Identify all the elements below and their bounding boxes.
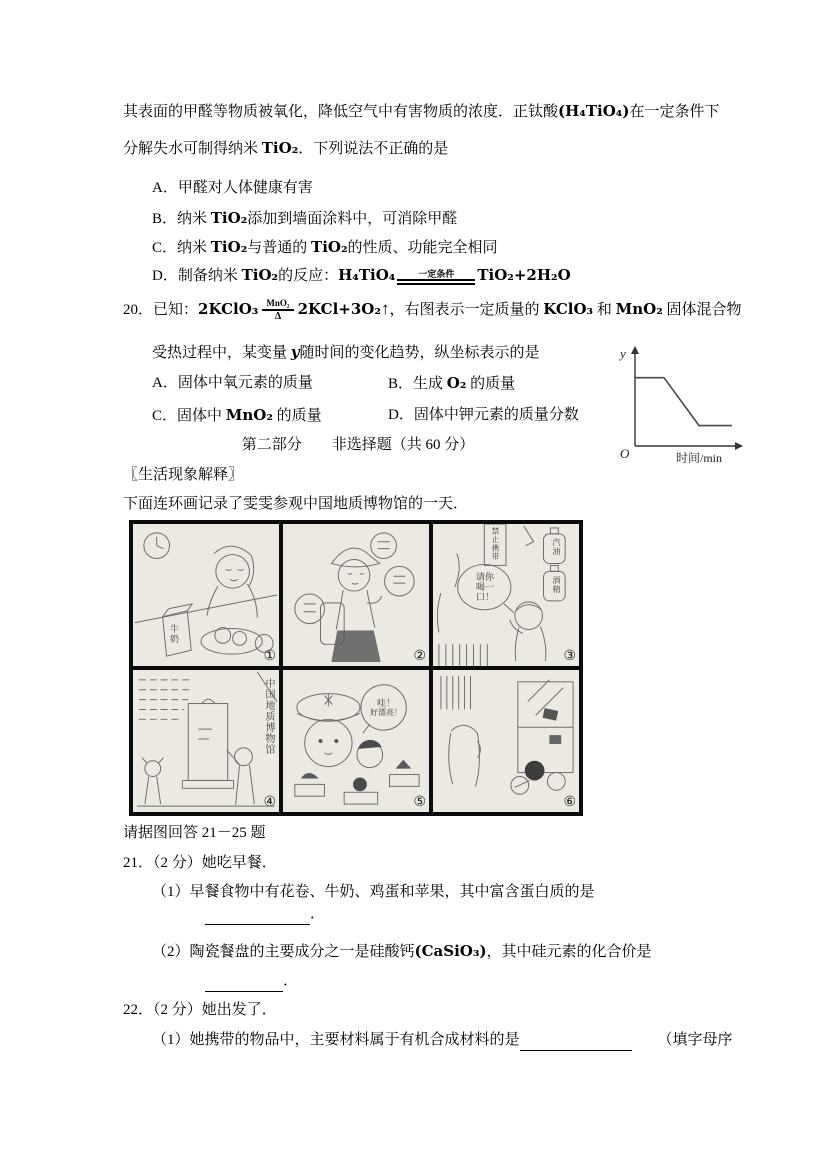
formula-o2: O₂ (446, 374, 467, 392)
q21-part2 (152, 940, 652, 963)
q20-number: 20．已知： (123, 302, 199, 318)
alcohol-bottle-label: 酒精 (552, 576, 561, 594)
answer-instruction (123, 822, 266, 844)
bubble-line: 喝一 (475, 582, 494, 592)
q21-part1-text: （1）早餐食物中有花卷、牛奶、鸡蛋和苹果，其中富含蛋白质的是 (152, 884, 595, 900)
comic-intro-line (123, 493, 468, 515)
q20-option-c (152, 404, 322, 427)
q19-option-c-pre: C．纳米 (152, 240, 211, 256)
section-two-title (118, 434, 598, 456)
beautiful-bubble (363, 698, 409, 718)
q20-option-d-text: D．固体中钾元素的质量分数 (388, 407, 579, 423)
q20-option-c-pre: C．固体中 (152, 408, 226, 424)
q19-option-c-post: 的性质、功能完全相同 (347, 240, 498, 256)
q21-head (123, 852, 277, 874)
q22-part1-pre: （1）她携带的物品中，主要材料属于有机合成材料的是 (152, 1032, 520, 1048)
q19-option-d-colon: 的反应： (278, 268, 339, 284)
section-two-text: 第二部分 非选择题（共 60 分） (241, 437, 475, 453)
q21-part2-pre: （2）陶瓷餐盘的主要成分之一是硅酸钙 (152, 944, 415, 960)
bubble-line: 好漂亮！ (370, 708, 402, 717)
formula-h4tio4: (H₄TiO₄) (558, 102, 630, 120)
panel-number-5: ⑤ (413, 795, 426, 810)
q20-line2 (152, 341, 540, 364)
formula-mno2: MnO₂ (615, 300, 663, 318)
period: ． (310, 906, 326, 922)
comic-panel-3 (431, 522, 581, 668)
formula-tio2: TiO₂ (241, 266, 279, 284)
q20-head-mid: ，右图表示一定质量的 (389, 302, 544, 318)
q19-option-a (152, 177, 313, 199)
comic-intro-text: 下面连环画记录了雯雯参观中国地质博物馆的一天． (123, 496, 469, 512)
q22-head (123, 999, 277, 1021)
q19-option-b-pre: B．纳米 (152, 211, 211, 227)
bubble-line: 口！ (475, 592, 494, 602)
comic-panel-4 (131, 668, 281, 814)
q22-part1-post: （填字母序 (657, 1032, 733, 1048)
formula-tio2: TiO₂ (261, 139, 299, 157)
q19-line2-tail: ．下列说法不正确的是 (298, 141, 449, 157)
q20-option-b-pre: B．生成 (388, 376, 447, 392)
q19-option-d-pre: D．制备纳米 (152, 268, 242, 284)
comic-strip (129, 520, 583, 816)
panel-number-1: ① (263, 649, 276, 664)
q20-graph (608, 338, 753, 468)
drink-offer-bubble (462, 572, 508, 602)
formula-h4tio4: H₄TiO₄ (338, 266, 396, 284)
bubble-line: 哇！ (376, 698, 395, 708)
q19-option-d (152, 264, 571, 287)
gasoline-bottle-label: 汽油 (552, 538, 561, 556)
topic-bracket-header (123, 464, 243, 486)
formula-tio2: TiO₂ (210, 238, 248, 256)
q21-part2-answer-line (205, 970, 298, 992)
q19-line2 (123, 137, 448, 160)
x-axis-label: 时间/min (676, 451, 723, 465)
q20-option-a (152, 372, 313, 394)
condition-label: 一定条件 (418, 268, 455, 279)
answer-blank (205, 976, 283, 992)
q19-line1-tail: 在一定条件下 (629, 104, 720, 120)
answer-instruction-text: 请据图回答 21－25 题 (123, 825, 266, 841)
q20-option-c-post: 的质量 (272, 408, 322, 424)
q20-option-b (388, 372, 515, 395)
panel-number-2: ② (413, 649, 426, 664)
q21-part1 (152, 881, 595, 903)
q20-line2-pre: 受热过程中，某变量 (152, 345, 291, 361)
chart-line (635, 378, 732, 426)
q21-head-text: 21．（2 分）她吃早餐． (123, 855, 277, 871)
variable-y: y (290, 343, 300, 361)
formula-products: TiO₂+2H₂O (477, 266, 571, 284)
formula-casio3: (CaSiO₃) (414, 942, 487, 960)
q20-line2-post: 随时间的变化趋势，纵坐标表示的是 (299, 345, 540, 361)
q19-line2-text: 分解失水可制得纳米 (123, 141, 262, 157)
q20-head-and: 和 (593, 302, 616, 318)
q22-part1 (152, 1029, 733, 1051)
q20-head (123, 298, 742, 322)
line-chart (608, 338, 753, 468)
catalyst-condition-sign (262, 299, 293, 322)
double-line (397, 279, 475, 285)
q19-option-c-mid: 与普通的 (247, 240, 312, 256)
q19-option-a-text: A．甲醛对人体健康有害 (152, 180, 313, 196)
comic-panel-6 (431, 668, 581, 814)
formula-2kclo3: 2KClO₃ (198, 300, 259, 318)
y-axis-label: y (620, 346, 626, 361)
q20-option-a-text: A．固体中氧元素的质量 (152, 375, 313, 391)
delta-label: Δ (274, 311, 282, 323)
answer-blank (205, 909, 310, 925)
panel-number-3: ③ (563, 649, 576, 664)
x-axis-arrow (735, 442, 743, 450)
panel-number-6: ⑥ (563, 795, 576, 810)
q21-part2-post: ，其中硅元素的化合价是 (486, 944, 652, 960)
formula-kclo3: KClO₃ (543, 300, 594, 318)
panel-number-4: ④ (263, 795, 276, 810)
milk-carton-label: 牛奶 (169, 624, 179, 644)
catalyst-label: MnO₂ (262, 299, 293, 311)
period: ． (283, 973, 299, 989)
q19-line1-text: 其表面的甲醛等物质被氧化，降低空气中有害物质的浓度．正钛酸 (123, 104, 559, 120)
comic-panel-2 (281, 522, 431, 668)
q22-head-text: 22．（2 分）她出发了． (123, 1002, 277, 1018)
q19-option-c (152, 236, 498, 259)
answer-blank (520, 1035, 632, 1051)
comic-panel-1 (131, 522, 281, 668)
gas-up-arrow: ↑ (380, 299, 390, 318)
q19-option-b (152, 207, 457, 230)
q19-option-b-post: 添加到墙面涂料中，可消除甲醛 (247, 211, 458, 227)
q20-option-d (388, 404, 579, 426)
bubble-line: 请你 (475, 572, 494, 582)
topic-bracket-text: 〖生活现象解释〗 (123, 467, 244, 483)
reaction-condition-sign (397, 269, 475, 285)
no-carry-sign-label: 禁止携带 (491, 527, 500, 561)
museum-sign-label: 中国地质博物馆 (263, 678, 274, 755)
q21-part1-answer-line (205, 903, 325, 925)
q20-option-b-post: 的质量 (466, 376, 516, 392)
y-axis-arrow (631, 346, 639, 354)
q19-line1 (123, 100, 719, 123)
q20-head-tail: 固体混合物 (662, 302, 742, 318)
origin-label: O (620, 446, 630, 461)
formula-tio2: TiO₂ (311, 238, 348, 256)
formula-mno2: MnO₂ (225, 406, 273, 424)
formula-2kcl-3o2: 2KCl+3O₂ (297, 300, 381, 318)
formula-tio2: TiO₂ (210, 209, 248, 227)
comic-panel-5 (281, 668, 431, 814)
